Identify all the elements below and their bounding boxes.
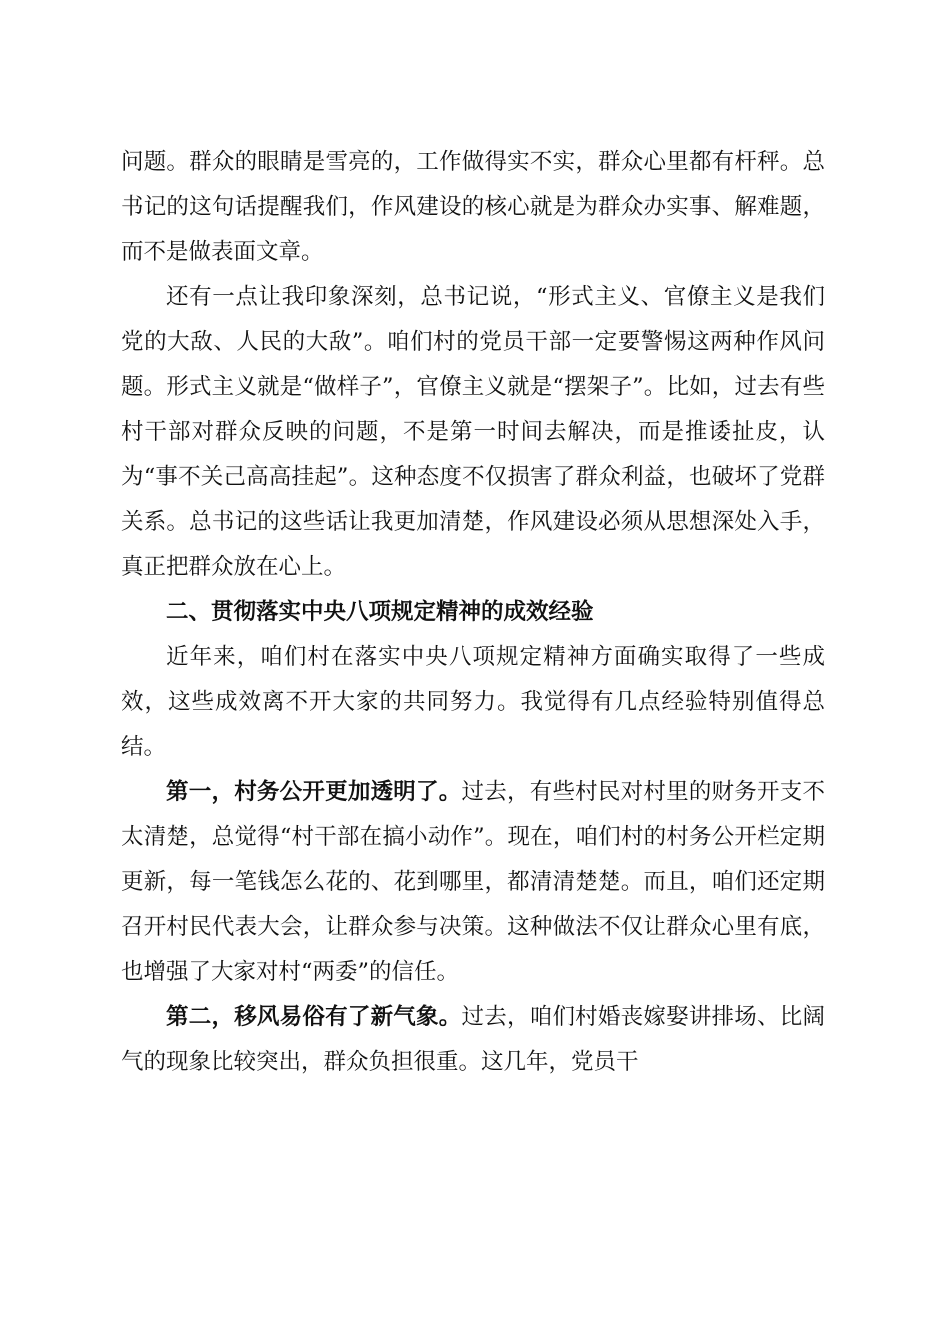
document-body bbox=[121, 140, 825, 1085]
paragraph-point-1 bbox=[121, 770, 825, 995]
paragraph-point-2 bbox=[121, 995, 825, 1085]
point-2-lead: 第二，移风易俗有了新气象。 bbox=[166, 1004, 462, 1030]
point-1-text: 过去，有些村民对村里的财务开支不太清楚，总觉得“村干部在搞小动作”。现在，咱们村的村务公开栏定期更新，每一笔钱怎么花的、花到哪里，都清清楚楚。而且，咱们还定期召开村民代表大会，让群众参与决策。这种做法不仅让群众心里有底，也增强了大家对村“两委”的信任。 bbox=[121, 779, 825, 985]
paragraph-continuation: 问题。群众的眼睛是雪亮的，工作做得实不实，群众心里都有杆秤。总书记的这句话提醒我们，作风建设的核心就是为群众办实事、解难题，而不是做表面文章。 bbox=[121, 149, 825, 265]
paragraph-intro: 近年来，咱们村在落实中央八项规定精神方面确实取得了一些成效，这些成效离不开大家的共同努力。我觉得有几点经验特别值得总结。 bbox=[121, 644, 825, 760]
section-heading: 二、贯彻落实中央八项规定精神的成效经验 bbox=[166, 599, 594, 625]
paragraph-formalism: 还有一点让我印象深刻，总书记说，“形式主义、官僚主义是我们党的大敌、人民的大敌”。咱们村的党员干部一定要警惕这两种作风问题。形式主义就是“做样子”，官僚主义就是“摆架子”。比如，过去有些村干部对群众反映的问题，不是第一时间去解决，而是推诿扯皮，认为“事不关己高高挂起”。这种态度不仅损害了群众利益，也破坏了党群关系。总书记的这些话让我更加清楚，作风建设必须从思想深处入手，真正把群众放在心上。 bbox=[121, 284, 825, 580]
point-1-lead: 第一，村务公开更加透明了。 bbox=[166, 779, 462, 805]
point-2-text: 过去，咱们村婚丧嫁娶讲排场、比阔气的现象比较突出，群众负担很重。这几年，党员干 bbox=[121, 1004, 825, 1075]
